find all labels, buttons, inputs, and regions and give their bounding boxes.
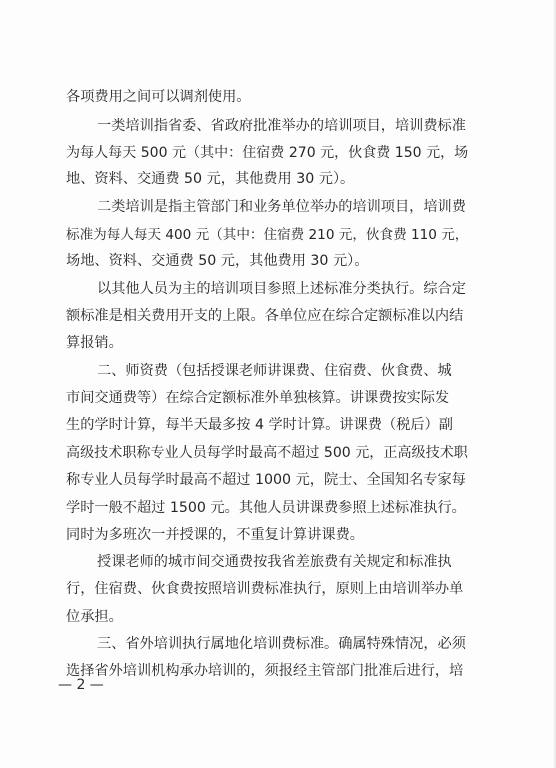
text-line: 额标准是相关费用开支的上限。各单位应在综合定额标准以内结 — [66, 308, 464, 324]
text-line: 行，住宿费、伙食费按照培训费标准执行，原则上由培训举办单 — [66, 581, 464, 597]
text-line: 授课老师的城市间交通费按我省差旅费有关规定和标准执 — [97, 554, 452, 570]
text-line: 为每人每天 500 元（其中：住宿费 270 元，伙食费 150 元，场 — [66, 145, 469, 161]
text-line: 学时一般不超过 1500 元。其他人员讲课费参照上述标准执行。 — [66, 500, 466, 516]
text-line: 选择省外培训机构承办培训的，须报经主管部门批准后进行，培 — [66, 663, 464, 679]
text-line: 二类培训是指主管部门和业务单位举办的培训项目，培训费 — [97, 199, 466, 215]
page-number: — 2 — — [58, 677, 104, 693]
text-line: 位承担。 — [66, 609, 123, 625]
text-line: 一类培训指省委、省政府批准举办的培训项目，培训费标准 — [97, 118, 466, 134]
text-line: 同时为多班次一并授课的，不重复计算讲课费。 — [66, 527, 364, 543]
text-line: 称专业人员每学时最高不超过 1000 元，院士、全国知名专家每 — [66, 472, 466, 488]
text-line: 以其他人员为主的培训项目参照上述标准分类执行。综合定 — [97, 281, 466, 297]
text-line: 市间交通费等）在综合定额标准外单独核算。讲课费按实际发 — [66, 390, 450, 406]
text-line: 生的学时计算，每半天最多按 4 学时计算。讲课费（税后）副 — [66, 417, 453, 433]
text-line: 二、师资费（包括授课老师讲课费、住宿费、伙食费、城 — [97, 363, 452, 379]
text-line: 地、资料、交通费 50 元，其他费用 30 元）。 — [66, 171, 355, 187]
text-line: 算报销。 — [66, 335, 123, 351]
text-line: 标准为每人每天 400 元（其中：住宿费 210 元，伙食费 110 元， — [66, 227, 469, 243]
text-line: 各项费用之间可以调剂使用。 — [66, 89, 251, 105]
text-line: 高级技术职称专业人员每学时最高不超过 500 元，正高级技术职 — [66, 445, 468, 461]
text-line: 场地、资料、交通费 50 元，其他费用 30 元）。 — [66, 253, 369, 269]
text-line: 三、省外培训执行属地化培训费标准。确属特殊情况，必须 — [97, 636, 466, 652]
